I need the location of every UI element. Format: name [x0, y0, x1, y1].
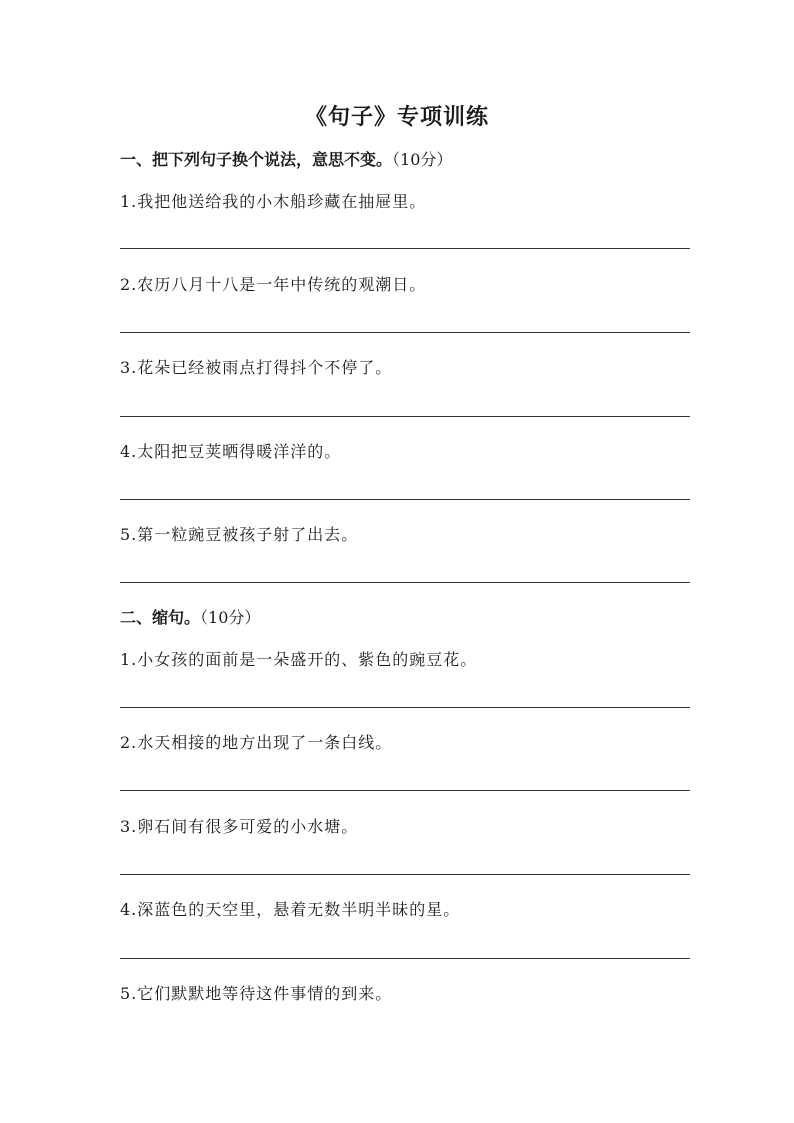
answer-line-1-4[interactable]: [120, 499, 690, 500]
question-2-3: 3.卵石间有很多可爱的小水塘。: [120, 817, 359, 836]
question-2-4: 4.深蓝色的天空里，悬着无数半明半昧的星。: [120, 900, 461, 919]
answer-line-2-4[interactable]: [120, 958, 690, 959]
answer-line-2-3[interactable]: [120, 874, 690, 875]
question-1-2: 2.农历八月十八是一年中传统的观潮日。: [120, 275, 427, 294]
question-2-1: 1.小女孩的面前是一朵盛开的、紫色的豌豆花。: [120, 650, 478, 669]
answer-line-1-2[interactable]: [120, 332, 690, 333]
answer-line-1-1[interactable]: [120, 248, 690, 249]
page-title: 《句子》专项训练: [304, 104, 489, 130]
answer-line-1-5[interactable]: [120, 582, 690, 583]
section-2-title: 二、缩句。: [120, 608, 201, 627]
question-1-4: 4.太阳把豆荚晒得暖洋洋的。: [120, 442, 342, 461]
question-1-5: 5.第一粒豌豆被孩子射了出去。: [120, 525, 359, 544]
question-2-5: 5.它们默默地等待这件事情的到来。: [120, 984, 393, 1003]
section-1-score: （10分）: [392, 150, 453, 169]
section-heading-2: [120, 605, 260, 631]
answer-line-1-3[interactable]: [120, 416, 690, 417]
section-1-title: 一、把下列句子换个说法，意思不变。: [120, 150, 393, 169]
section-heading-1: [120, 147, 452, 173]
question-1-1: 1.我把他送给我的小木船珍藏在抽屉里。: [120, 192, 427, 211]
question-2-2: 2.水天相接的地方出现了一条白线。: [120, 733, 393, 752]
answer-line-2-2[interactable]: [120, 790, 690, 791]
section-2-score: （10分）: [200, 608, 261, 627]
question-1-3: 3.花朵已经被雨点打得抖个不停了。: [120, 358, 393, 377]
answer-line-2-1[interactable]: [120, 707, 690, 708]
